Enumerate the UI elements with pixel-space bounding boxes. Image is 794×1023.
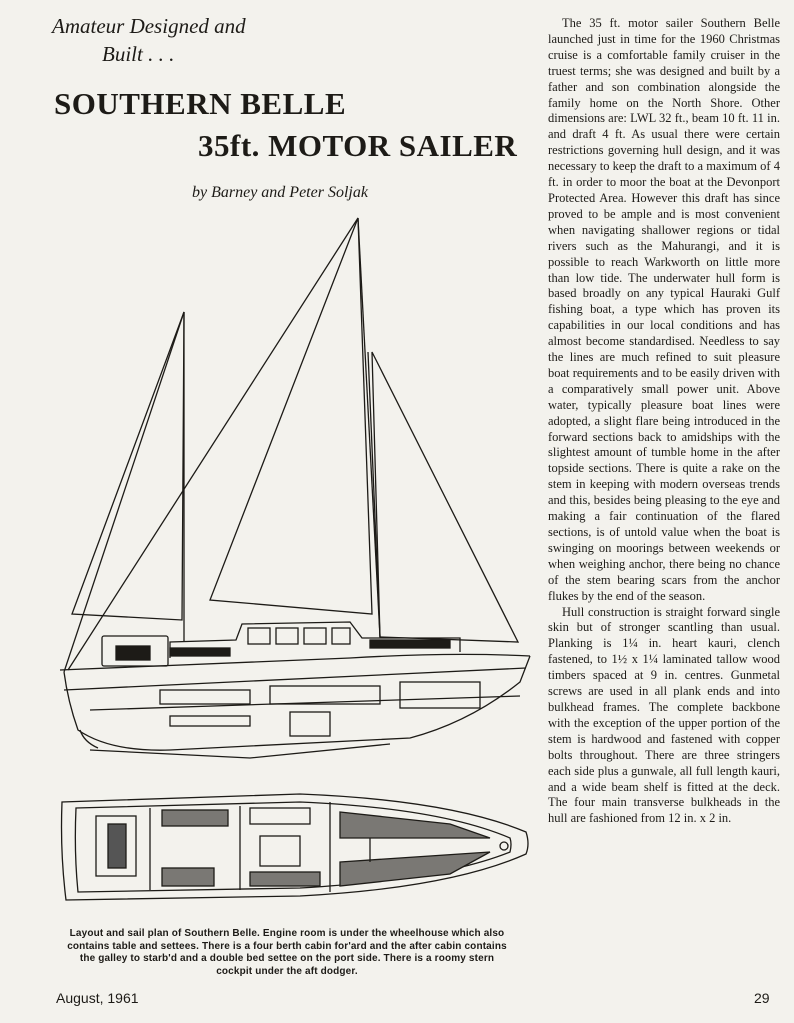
hull-profile	[60, 622, 530, 758]
article-title-line-2: 35ft. MOTOR SAILER	[198, 128, 518, 163]
body-paragraph-2: Hull construction is straight forward single skin but of stronger scantling than usual. Planking is 1¼ in. heart kauri, clench fastened, to 1½ x 1¼ laminated tallow wood timbers spaced at 9 in. centres. Gunmetal screws are used in all plank ends and into bulkhead frames. The complete backbone with the exception of the upper portion of the stem is hardwood and fastened with copper bolts throughout. There are three stringers each side plus a gunwale, all full length kauri, and a wide beam shelf is fitted at the deck. The four main transverse bulkheads in the hull are fashioned from 12 in. x 2 in.	[548, 604, 780, 826]
kicker-line-1: Amateur Designed and	[52, 14, 246, 38]
boat-drawing	[50, 212, 540, 924]
sail-plan	[64, 218, 518, 672]
footer-date: August, 1961	[56, 990, 139, 1006]
article-byline: by Barney and Peter Soljak	[192, 184, 368, 201]
kicker-line-2: Built . . .	[102, 42, 175, 66]
deck-layout-plan	[62, 794, 529, 900]
body-paragraph-1: The 35 ft. motor sailer Southern Belle launched just in time for the 1960 Christmas cruise is a comfortable family cruiser in the truest terms; she was designed and built by a father and son combination alongside the family home on the North Shore. Other dimensions are: LWL 32 ft., beam 10 ft. 11 in. and draft 4 ft. As usual there were certain restrictions governing hull design, and it was necessary to keep the draft to a maximum of 4 ft. in order to moor the boat at the Devonport Protected Area. However this draft has since proved to be ample and is most convenient when navigating shallower regions or tidal rivers such as the Mahurangi, and it is possible to reach Warkworth on little more than low tide. The underwater hull form is based broadly on any typical Hauraki Gulf fishing boat, a type which has proven its capabilities in our local conditions and has almost become standardised. Needless to say the lines are much refined to suit pleasure boat requirements and to be easily driven with a comparatively small power unit. Above water, typically pleasure boat lines were adopted, a slight flare being introduced in the forward sections back to amidships with the slightest amount of tumble home in the after topside sections. There is quite a rake on the stem in keeping with modern overseas trends and this, besides being pleasing to the eye and making a fair continuation of the flared sections, is of untold value when the boat is swinging on moorings between weekends or when weighing anchor, there being no chance of the stem bearing scars from the anchor flukes by the end of the season.	[548, 16, 780, 603]
figure-caption: Layout and sail plan of Southern Belle. Engine room is under the wheelhouse which also contains table and settees. There is a four berth cabin for'ard and the after cabin contains the galley to starb'd and a double bed settee on the port side. There is a roomy stern cockpit under the aft dodger.	[67, 928, 507, 977]
article-title-line-1: SOUTHERN BELLE	[54, 86, 347, 121]
footer-page-number: 29	[754, 990, 770, 1006]
article-kicker	[52, 12, 292, 68]
article-body	[548, 16, 780, 827]
